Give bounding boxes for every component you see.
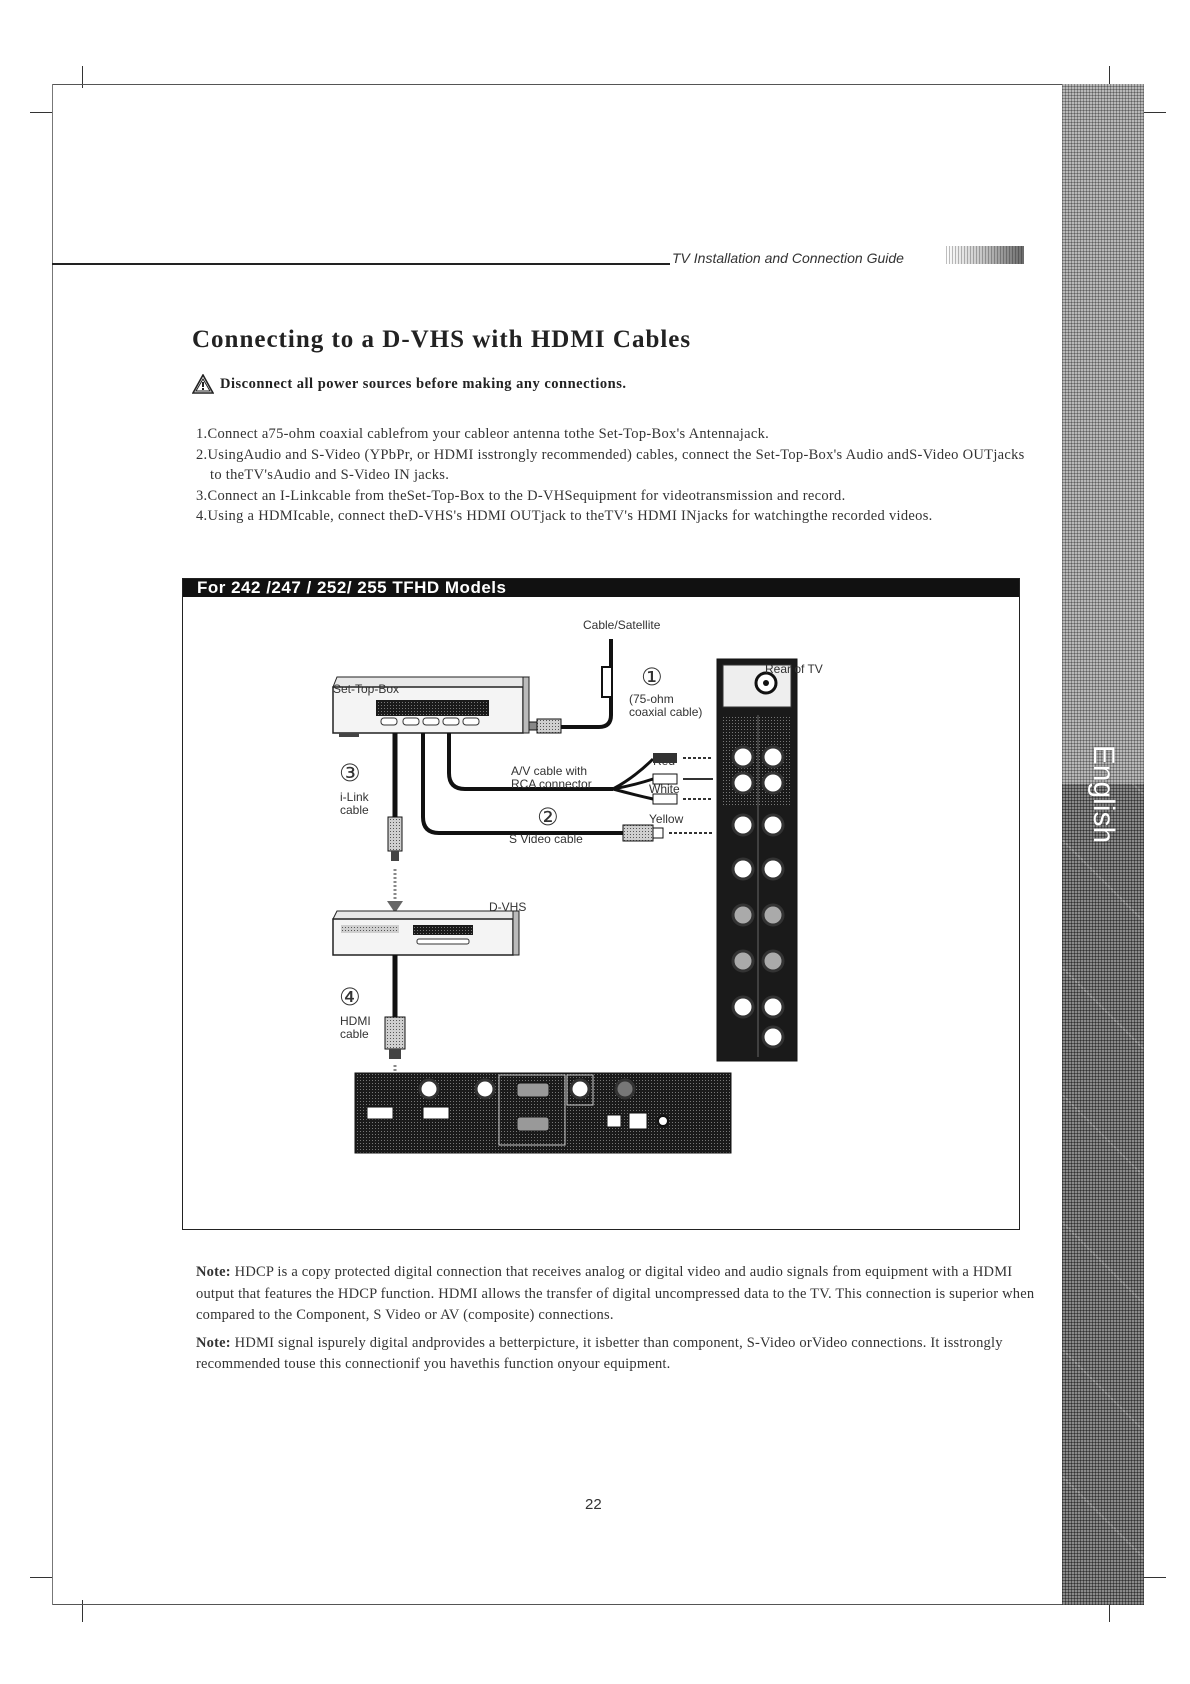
step-item: 2.UsingAudio and S-Video (YPbPr, or HDMI isstrongly recommended) cables, connect the Set-Top-Box's Audio andS-Video OUTjacks to theTV'sAudio and S-Video IN jacks. xyxy=(196,446,1025,483)
model-heading: For 242 /247 / 252/ 255 TFHD Models xyxy=(197,578,507,597)
side-tab-label-wrap xyxy=(1072,734,1134,854)
ilink-cable-label-line2: cable xyxy=(340,803,369,817)
svideo-cable-label: S Video cable xyxy=(509,832,583,846)
language-side-tab xyxy=(1062,84,1144,1605)
step-item: 3.Connect an I-Linkcable from theSet-Top-Box to the D-VHSequipment for videotransmission and record. xyxy=(196,487,846,504)
tv-rear-panel xyxy=(717,659,797,1061)
red-plug-label: Red xyxy=(653,754,676,768)
note-text: HDMI signal ispurely digital andprovides a betterpicture, it isbetter than component, S-Video orVideo connections. It isstrongly recommended touse this connectionif you havethis function onyour equipment. xyxy=(196,1334,1003,1372)
warning-line xyxy=(192,374,627,394)
warning-triangle-icon xyxy=(192,374,214,394)
model-diagram-box xyxy=(182,578,1020,1230)
header-ornament xyxy=(946,246,1024,264)
notes-section xyxy=(196,1262,1036,1382)
cable-satellite-label: Cable/Satellite xyxy=(583,618,661,632)
coaxial-cable xyxy=(528,639,612,733)
warning-text: Disconnect all power sources before making any connections. xyxy=(220,375,627,392)
page-frame-bottom xyxy=(52,1604,1062,1605)
page-number: 22 xyxy=(585,1496,602,1513)
yellow-plug-label: Yellow xyxy=(649,812,684,826)
step3-marker: ③ xyxy=(339,759,361,787)
instruction-steps xyxy=(196,424,1036,527)
model-heading-bar xyxy=(183,579,1019,597)
dvhs-label: D-VHS xyxy=(489,900,527,914)
header-rule xyxy=(52,263,670,265)
note-text: HDCP is a copy protected digital connection that receives analog or digital video and audio signals from equipment with a HDMI output that features the HDCP function. HDMI allows the transfer of digital uncompressed data to the TV. This connection is superior when compared to the Component, S Video or AV (composite) connections. xyxy=(196,1264,1035,1323)
connection-diagram xyxy=(183,597,1019,1229)
note-paragraph xyxy=(196,1262,1036,1327)
page-frame-top xyxy=(52,84,1062,85)
dvhs-illustration xyxy=(333,911,519,955)
av-cable-label-line1: A/V cable with xyxy=(511,764,588,778)
step1-marker: ① xyxy=(641,663,663,691)
white-plug-label: White xyxy=(649,782,680,796)
crop-mark xyxy=(1144,1577,1166,1578)
step4-marker: ④ xyxy=(339,983,361,1011)
hdmi-cable-label-line2: cable xyxy=(340,1027,369,1041)
ilink-cable-label-line1: i-Link xyxy=(340,790,369,804)
note-label: Note: xyxy=(196,1264,231,1280)
note-label: Note: xyxy=(196,1334,231,1351)
av-cable-label-line2: RCA connector xyxy=(511,777,592,791)
header-guide-title: TV Installation and Connection Guide xyxy=(672,250,904,266)
crop-mark xyxy=(30,112,52,113)
coax-note-line2: coaxial cable) xyxy=(629,705,703,719)
note-paragraph xyxy=(196,1333,1036,1376)
hdmi-cable-label-line1: HDMI xyxy=(340,1014,371,1028)
page-frame-left xyxy=(52,84,53,1605)
step2-marker: ② xyxy=(537,803,559,831)
tv-input-panel xyxy=(355,1073,731,1153)
set-top-box-label: Set-Top-Box xyxy=(333,682,400,696)
step-item: 1.Connect a75-ohm coaxial cablefrom your cableor antenna tothe Set-Top-Box's Antennajack. xyxy=(196,426,770,442)
coax-note-line1: (75-ohm xyxy=(629,692,674,706)
ilink-cable xyxy=(387,733,403,913)
rear-of-tv-label: Rear of TV xyxy=(765,662,823,676)
side-tab-pattern xyxy=(1062,784,1144,1605)
section-title: Connecting to a D-VHS with HDMI Cables xyxy=(192,326,692,353)
side-tab-language-label: English xyxy=(1087,744,1120,844)
step-item: 4.Using a HDMIcable, connect theD-VHS's HDMI OUTjack to theTV's HDMI INjacks for watchingthe recorded videos. xyxy=(196,508,933,524)
crop-mark xyxy=(30,1577,52,1578)
crop-mark xyxy=(1144,112,1166,113)
